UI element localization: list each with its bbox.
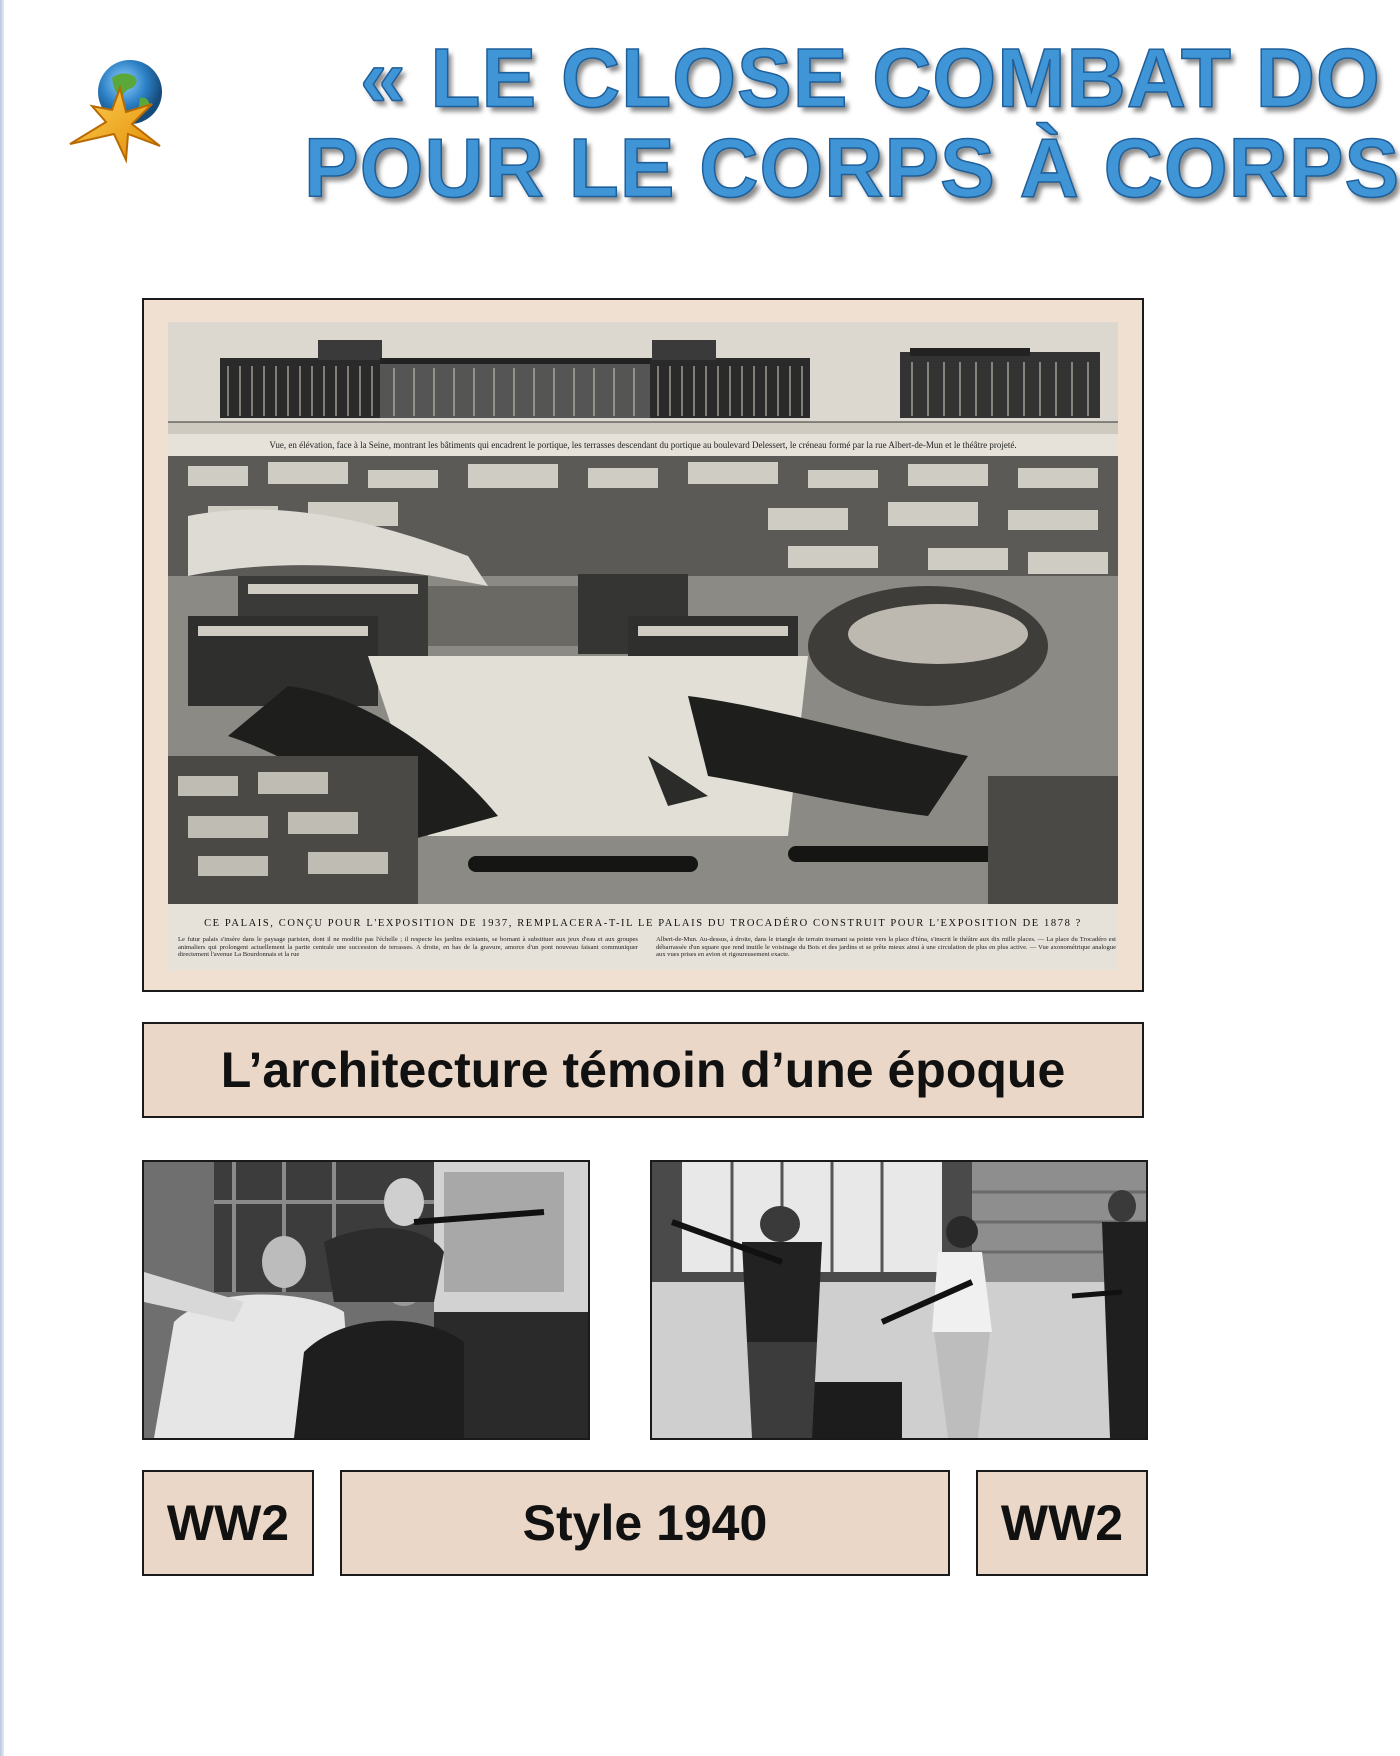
page-title: [304, 32, 1400, 215]
subtitle-box: L’architecture témoin d’une époque: [142, 1022, 1144, 1118]
engraving-frame: [142, 298, 1144, 992]
photo-street-fighters-rifles: [650, 1160, 1148, 1440]
engraving-plate: [168, 322, 1118, 970]
plate-title: CE PALAIS, CONÇU POUR L'EXPOSITION DE 1937, REMPLACERA-T-IL LE PALAIS DU TROCADÉRO CONSTRUIT POUR L'EXPOSITION DE 1878 ?: [204, 918, 1082, 929]
photo-resistance-fighters-window: [142, 1160, 590, 1440]
elevation-caption: Vue, en élévation, face à la Seine, montrant les bâtiments qui encadrent le portique, les terrasses descendant du portique au boulevard Delessert, le créneau formé par la rue Albert-de-Mun et le théâtre projeté.: [269, 440, 1017, 450]
ww2-label-right: WW2: [976, 1470, 1148, 1576]
plate-text-left: Le futur palais s'insère dans le paysage parisien, dont il ne modifie pas l'échelle ; il respecte les jardins existants, se bornant à substituer aux jeux d'eau et aux groupes animaliers qui prolongent actuellement la partie centrale une succession de terrasses. A droite, en bas de la gravure, amorce d'un pont nouveau faisant communiquer directement l'avenue La Bourdonnais et la rue: [178, 936, 638, 959]
palace-elevation-drawing: [168, 322, 1118, 434]
style-1940-label: Style 1940: [340, 1470, 950, 1576]
title-line-2: POUR LE CORPS À CORPS: [304, 122, 1400, 215]
aerial-view-drawing: [168, 456, 1118, 904]
plate-text-right: Albert-de-Mun. Au-dessus, à droite, dans le triangle de terrain tournant sa pointe vers la place d'Iéna, s'inscrit le théâtre aux dix mille places. — La place du Trocadéro est débarrassée d'un square que rend inutile le voisinage du Bois et des jardins et se prête mieux ainsi à une circulation de plus en plus active. — Vue axonométrique analogue aux vues prises en avion et rigoureusement exacte.: [656, 936, 1116, 959]
globe-cross-icon: [56, 48, 186, 178]
page-edge-stripe: [0, 0, 4, 1756]
title-line-1: « LE CLOSE COMBAT DO: [360, 32, 1381, 125]
ww2-label-left: WW2: [142, 1470, 314, 1576]
